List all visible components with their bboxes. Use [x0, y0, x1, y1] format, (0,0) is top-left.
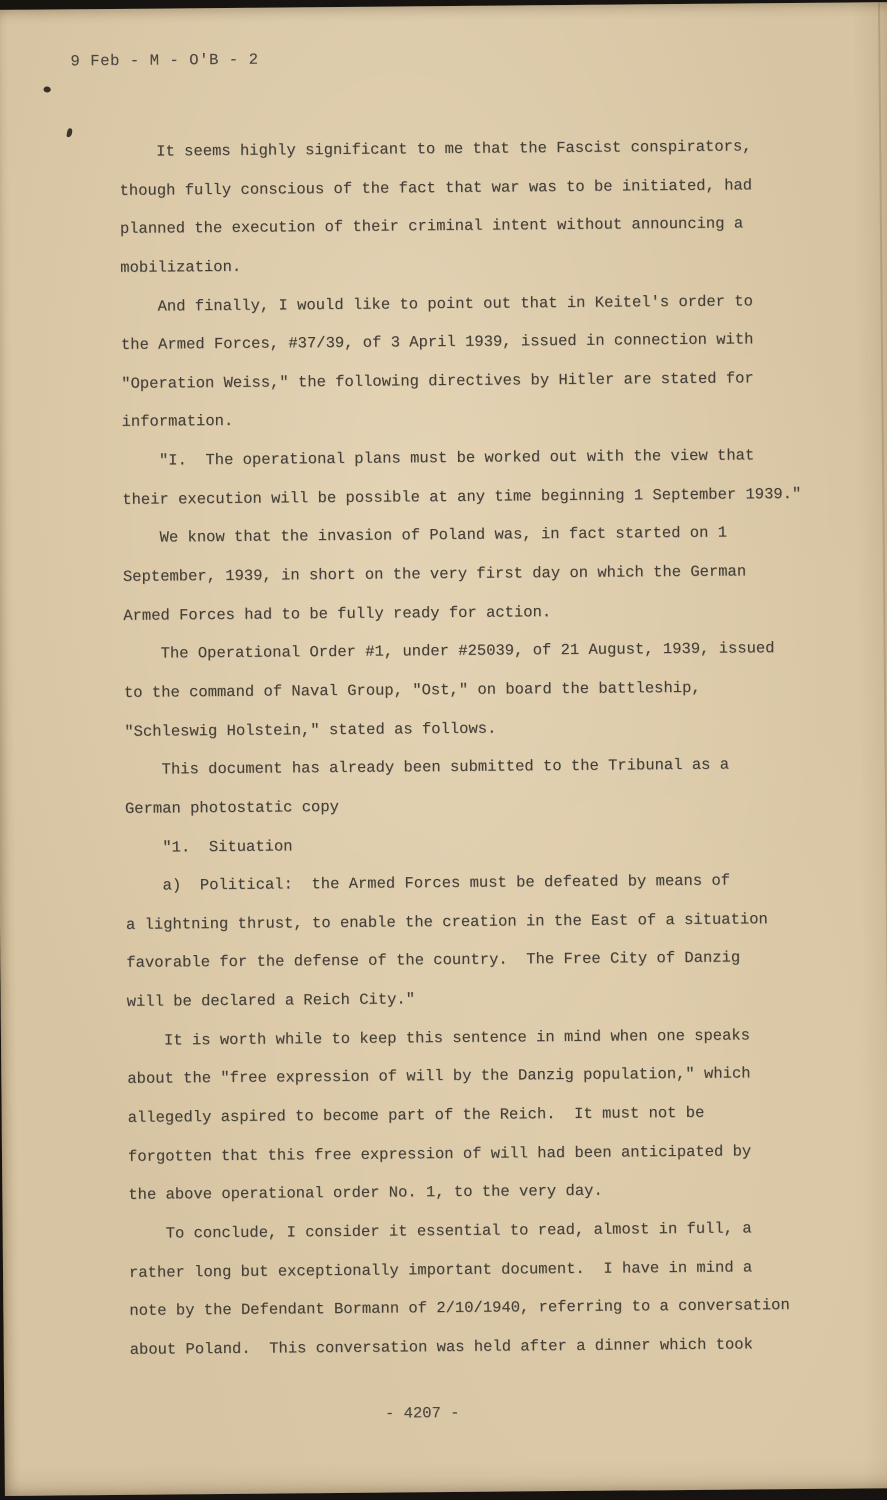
- text-line: though fully conscious of the fact that war was to be initiated, had: [119, 176, 753, 200]
- text-line: a lightning thrust, to enable the creation in the East of a situation: [125, 910, 768, 934]
- text-line: It is worth while to keep this sentence in mind when one speaks: [163, 1026, 751, 1050]
- text-line: "Schleswig Holstein," stated as follows.: [124, 719, 497, 741]
- page-number: - 4207 -: [384, 1403, 460, 1423]
- ink-speck-icon: [66, 128, 73, 138]
- text-line: To conclude, I consider it essential to read, almost in full, a: [165, 1219, 752, 1243]
- text-line: allegedly aspired to become part of the Reich. It must not be: [127, 1103, 705, 1127]
- document-page: [0, 2, 887, 1496]
- text-line: information.: [121, 412, 234, 432]
- text-line: rather long but exceptionally important document. I have in mind a: [128, 1257, 753, 1282]
- text-line: planned the execution of their criminal intent without announcing a: [119, 214, 744, 239]
- text-line: "1. Situation: [162, 836, 293, 857]
- text-line: mobilization.: [120, 257, 242, 277]
- text-line: "I. The operational plans must be worked out with the view that: [158, 446, 755, 470]
- text-line: The Operational Order #1, under #25039, of 21 August, 1939, issued: [160, 639, 775, 663]
- text-line: to the command of Naval Group, "Ost," on board the battleship,: [123, 678, 701, 702]
- text-line: about the "free expression of will by the Danzig population," which: [127, 1064, 751, 1089]
- text-line: forgotten that this free expression of will had been anticipated by: [127, 1142, 752, 1166]
- text-line: a) Political: the Armed Forces must be defeated by means of: [162, 871, 731, 895]
- text-line: favorable for the defense of the country. The Free City of Danzig: [126, 948, 741, 973]
- text-line: This document has already been submitted to the Tribunal as a: [161, 755, 730, 779]
- ink-speck-icon: [43, 85, 52, 93]
- text-line: note by the Defendant Bormann of 2/10/1940, referring to a conversation: [129, 1296, 790, 1321]
- text-line: It seems highly significant to me that the Fascist conspirators,: [156, 137, 752, 161]
- text-line: German photostatic copy: [124, 797, 339, 818]
- body-text: [119, 127, 850, 1370]
- text-line: We know that the invasion of Poland was, in fact started on 1: [159, 524, 728, 547]
- text-line: "Operation Weiss," the following directives by Hitler are stated for: [121, 369, 754, 393]
- page-header: 9 Feb - M - O'B - 2: [70, 50, 259, 71]
- text-line: will be declared a Reich City.": [126, 990, 416, 1011]
- text-line: about Poland. This conversation was held after a dinner which took: [129, 1335, 753, 1359]
- text-line: the above operational order No. 1, to the very day.: [128, 1182, 603, 1205]
- text-line: the Armed Forces, #37/39, of 3 April 1939, issued in connection with: [120, 330, 754, 355]
- text-line: September, 1939, in short on the very first day on which the German: [122, 562, 747, 586]
- text-line: their execution will be possible at any time beginning 1 September 1939.": [122, 484, 802, 509]
- text-line: Armed Forces had to be fully ready for action.: [123, 602, 552, 625]
- text-line: And finally, I would like to point out that in Keitel's order to: [157, 291, 753, 316]
